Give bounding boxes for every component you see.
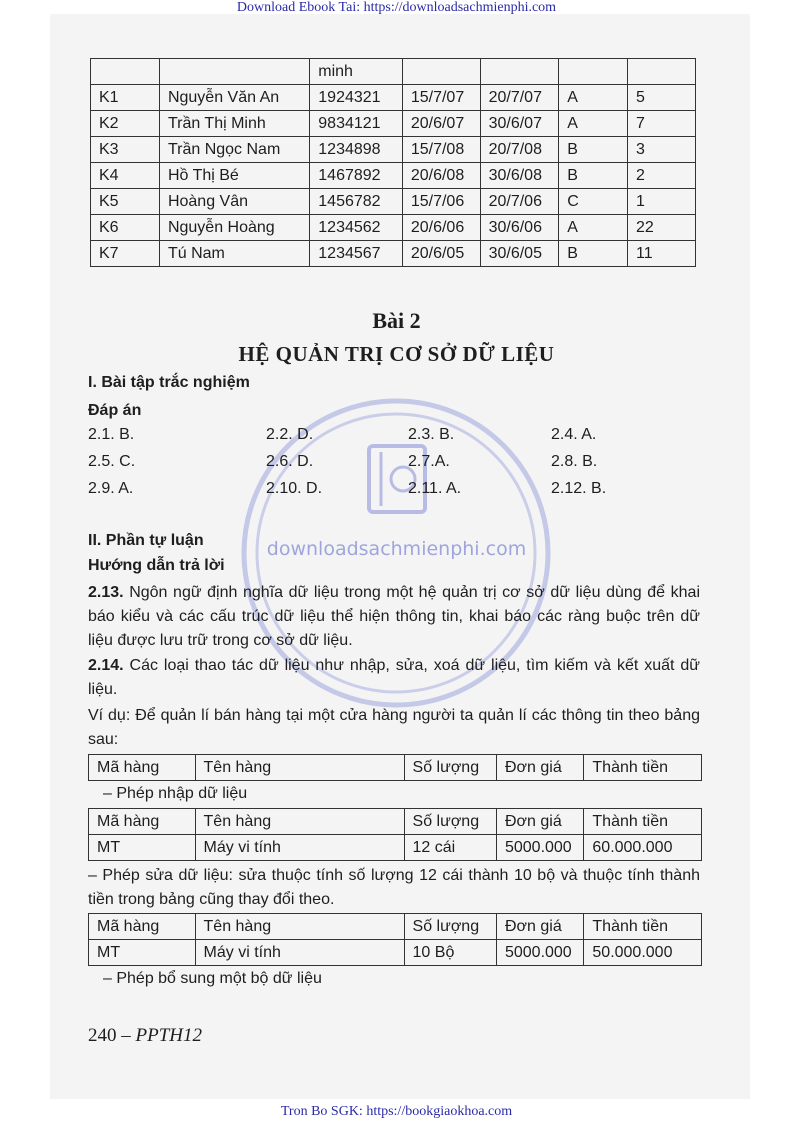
q213-text: Ngôn ngữ định nghĩa dữ liệu trong một hệ quản trị cơ sở dữ liệu dùng để khai báo kiểu và các cấu trúc dữ liệu thể hiện thông tin, khai báo các ràng buộc trên dữ liệu được lưu trữ trong cơ sở dữ liệu. (88, 584, 701, 649)
page-footer (88, 1025, 202, 1047)
table-cell: Đơn giá (496, 755, 583, 781)
header-row (89, 755, 702, 781)
table-cell: K4 (91, 163, 160, 189)
top-download-note: Download Ebook Tai: https://downloadsachmienphi.com (236, 0, 557, 15)
answer-item: 2.8. B. (551, 453, 598, 470)
table-cell: 20/6/08 (402, 163, 480, 189)
table-cell: Trần Ngọc Nam (159, 137, 309, 163)
edit-label: – Phép sửa dữ liệu: sửa thuộc tính số lượng 12 cái thành 10 bộ và thuộc tính thành tiền trong bảng cũng thay đổi theo. (88, 867, 700, 908)
table-cell: B (559, 163, 628, 189)
table-cell: K6 (91, 215, 160, 241)
table-cell: 15/7/08 (402, 137, 480, 163)
table-cell: B (559, 137, 628, 163)
answer-item: 2.1. B. (88, 426, 135, 443)
table-row (91, 189, 696, 215)
table-row (89, 940, 702, 966)
table-cell: 1234898 (310, 137, 403, 163)
answer-item: 2.5. C. (88, 453, 136, 470)
answer-item: 2.4. A. (551, 426, 597, 443)
answer-item: 2.7.A. (408, 453, 450, 470)
edit-table (88, 913, 702, 966)
table-cell: 5000.000 (496, 940, 583, 966)
table-cell: 7 (628, 111, 696, 137)
table-cell: A (559, 111, 628, 137)
table-cell: 1467892 (310, 163, 403, 189)
table-cell: 1456782 (310, 189, 403, 215)
book-code: – PPTH12 (121, 1025, 202, 1046)
answer-item: 2.6. D. (266, 453, 314, 470)
table-cell: 1234562 (310, 215, 403, 241)
table-cell: Hồ Thị Bé (159, 163, 309, 189)
header-row (89, 914, 702, 940)
table-cell: 20/7/08 (480, 137, 559, 163)
table-cell: 1924321 (310, 85, 403, 111)
table-cell: Thành tiền (584, 755, 702, 781)
table-cell: 60.000.000 (584, 835, 702, 861)
answer-label: Đáp án (88, 402, 142, 419)
lesson-title: HỆ QUẢN TRỊ CƠ SỞ DỮ LIỆU (238, 342, 555, 366)
table-row (89, 835, 702, 861)
q213-number: 2.13. (88, 584, 124, 601)
table-cell: K5 (91, 189, 160, 215)
table-cell: Máy vi tính (195, 835, 404, 861)
table-cell: 1 (628, 189, 696, 215)
table-cell: 30/6/05 (480, 241, 559, 267)
table-cell: 15/7/07 (402, 85, 480, 111)
table-cell: K3 (91, 137, 160, 163)
table-cell: MT (89, 940, 196, 966)
table-cell: 5000.000 (496, 835, 583, 861)
table-cell: 9834121 (310, 111, 403, 137)
table-cell: Đơn giá (496, 914, 583, 940)
table-cell: 20/7/07 (480, 85, 559, 111)
table-cell: 1234567 (310, 241, 403, 267)
table-cell: 20/6/06 (402, 215, 480, 241)
lesson-number: Bài 2 (372, 308, 421, 333)
answer-item: 2.11. A. (408, 480, 462, 497)
table-cell: 30/6/08 (480, 163, 559, 189)
table-cell: 10 Bộ (404, 940, 496, 966)
q214-number: 2.14. (88, 657, 124, 674)
table-cell: 50.000.000 (584, 940, 702, 966)
table-cell: 30/6/06 (480, 215, 559, 241)
table-cell: Mã hàng (89, 755, 196, 781)
table-row-partial (91, 59, 696, 85)
table-cell: Tên hàng (195, 914, 404, 940)
table-cell: Thành tiền (584, 809, 702, 835)
header-row (89, 809, 702, 835)
table-cell: Tú Nam (159, 241, 309, 267)
example-text: Ví dụ: Để quản lí bán hàng tại một cửa hàng người ta quản lí các thông tin theo bảng sau: (88, 707, 700, 748)
table-cell: Tên hàng (195, 809, 404, 835)
table-cell (402, 59, 480, 85)
table-cell: minh (310, 59, 403, 85)
table-cell (480, 59, 559, 85)
table-cell: Tên hàng (195, 755, 404, 781)
table-cell: Nguyễn Hoàng (159, 215, 309, 241)
table-cell: K2 (91, 111, 160, 137)
table-cell: Nguyễn Văn An (159, 85, 309, 111)
table-cell: 11 (628, 241, 696, 267)
bottom-sgk-note: Tron Bo SGK: https://bookgiaokhoa.com (280, 1104, 513, 1119)
table-cell: 15/7/06 (402, 189, 480, 215)
section2-heading: II. Phần tự luận (88, 532, 204, 549)
q214-text: Các loại thao tác dữ liệu như nhập, sửa, xoá dữ liệu, tìm kiếm và kết xuất dữ liệu. (88, 657, 700, 698)
table-cell: 22 (628, 215, 696, 241)
table-cell: 12 cái (404, 835, 496, 861)
answer-item: 2.2. D. (266, 426, 314, 443)
table-row (91, 215, 696, 241)
table-cell: Số lượng (404, 914, 496, 940)
answer-2-13 (88, 581, 700, 653)
table-cell (91, 59, 160, 85)
answer-item: 2.10. D. (266, 480, 323, 497)
table-cell: Trần Thị Minh (159, 111, 309, 137)
table-cell: Mã hàng (89, 809, 196, 835)
watermark-text: downloadsachmienphi.com (266, 538, 527, 560)
table-cell: 5 (628, 85, 696, 111)
answer-item: 2.3. B. (408, 426, 455, 443)
table-row (91, 163, 696, 189)
table-cell (559, 59, 628, 85)
table-row (91, 85, 696, 111)
student-table (90, 58, 696, 267)
table-row (91, 111, 696, 137)
table-cell: Thành tiền (584, 914, 702, 940)
table-cell: A (559, 85, 628, 111)
insert-label: – Phép nhập dữ liệu (103, 785, 248, 802)
table-cell: Hoàng Vân (159, 189, 309, 215)
table-cell: 20/6/07 (402, 111, 480, 137)
answer-item: 2.12. B. (551, 480, 607, 497)
table-cell: Đơn giá (496, 809, 583, 835)
table-cell: MT (89, 835, 196, 861)
section1-heading: I. Bài tập trắc nghiệm (88, 374, 250, 391)
guide-label: Hướng dẫn trả lời (88, 557, 225, 574)
table-cell: K1 (91, 85, 160, 111)
table-cell: C (559, 189, 628, 215)
table-cell: Số lượng (404, 809, 496, 835)
table-cell: 3 (628, 137, 696, 163)
answer-item: 2.9. A. (88, 480, 134, 497)
table-cell: 30/6/07 (480, 111, 559, 137)
table-cell: 20/7/06 (480, 189, 559, 215)
table-cell (159, 59, 309, 85)
answer-2-14 (88, 654, 700, 702)
table-cell: B (559, 241, 628, 267)
insert-table (88, 808, 702, 861)
add-label: – Phép bổ sung một bộ dữ liệu (103, 970, 322, 987)
table-cell: 20/6/05 (402, 241, 480, 267)
table-cell: Mã hàng (89, 914, 196, 940)
table-cell (628, 59, 696, 85)
page-number: 240 (88, 1025, 117, 1046)
product-header-table (88, 754, 702, 781)
table-cell: 2 (628, 163, 696, 189)
table-row (91, 137, 696, 163)
table-cell: Máy vi tính (195, 940, 404, 966)
table-cell: A (559, 215, 628, 241)
table-row (91, 241, 696, 267)
table-cell: K7 (91, 241, 160, 267)
table-cell: Số lượng (404, 755, 496, 781)
